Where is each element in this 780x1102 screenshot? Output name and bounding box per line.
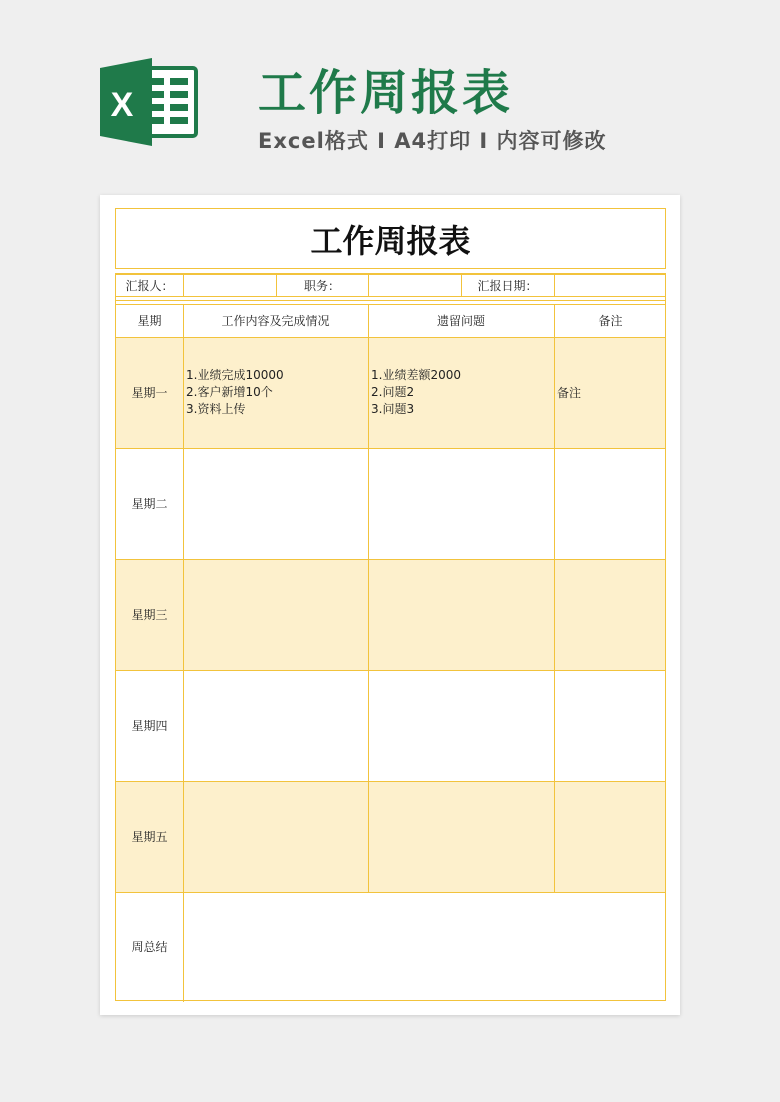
issues-cell-friday[interactable]: [368, 781, 554, 892]
excel-logo-icon: [100, 58, 198, 146]
work-line: 2.客户新增10个: [186, 385, 273, 399]
reporter-field[interactable]: [183, 274, 276, 296]
day-cell-wednesday: 星期三: [131, 608, 168, 622]
summary-field[interactable]: [183, 892, 667, 1000]
date-label: 汇报日期：: [477, 278, 538, 293]
header-issues: 遗留问题: [436, 314, 485, 328]
report-sheet: [100, 195, 680, 1015]
issues-cell-monday[interactable]: [368, 337, 554, 448]
position-field[interactable]: [368, 274, 461, 296]
day-cell-monday: 星期一: [131, 386, 168, 400]
summary-label: 周总结: [131, 939, 168, 954]
banner-subtitle: Excel格式 I A4打印 I 内容可修改: [258, 129, 607, 153]
issues-cell-wednesday[interactable]: [368, 559, 554, 670]
note-cell-tuesday[interactable]: [554, 448, 667, 559]
day-cell-tuesday: 星期二: [131, 497, 168, 511]
issue-line: 2.问题2: [371, 385, 415, 399]
header-note: 备注: [598, 314, 623, 328]
note-cell-wednesday[interactable]: [554, 559, 667, 670]
header-day: 星期: [137, 314, 162, 328]
issues-cell-tuesday[interactable]: [368, 448, 554, 559]
issue-line: 3.问题3: [371, 402, 415, 416]
work-line: 3.资料上传: [186, 402, 246, 416]
date-field[interactable]: [554, 274, 667, 296]
header-work: 工作内容及完成情况: [221, 314, 330, 328]
report-table: [115, 273, 666, 1001]
note-cell-thursday[interactable]: [554, 670, 667, 781]
reporter-label: 汇报人：: [125, 278, 174, 293]
work-cell-tuesday[interactable]: [183, 448, 368, 559]
work-cell-wednesday[interactable]: [183, 559, 368, 670]
note-cell-friday[interactable]: [554, 781, 667, 892]
work-cell-thursday[interactable]: [183, 670, 368, 781]
sheet-title: 工作周报表: [115, 208, 666, 269]
logo-letter: X: [110, 86, 134, 124]
day-cell-friday: 星期五: [131, 830, 168, 844]
issue-line: 1.业绩差额2000: [371, 368, 461, 382]
work-cell-monday[interactable]: [183, 337, 368, 448]
day-cell-thursday: 星期四: [131, 719, 168, 733]
work-line: 1.业绩完成10000: [186, 368, 284, 382]
position-label: 职务：: [303, 278, 340, 293]
banner-title: 工作周报表: [258, 65, 514, 121]
issues-cell-thursday[interactable]: [368, 670, 554, 781]
note-cell-monday[interactable]: 备注: [557, 386, 582, 400]
work-cell-friday[interactable]: [183, 781, 368, 892]
